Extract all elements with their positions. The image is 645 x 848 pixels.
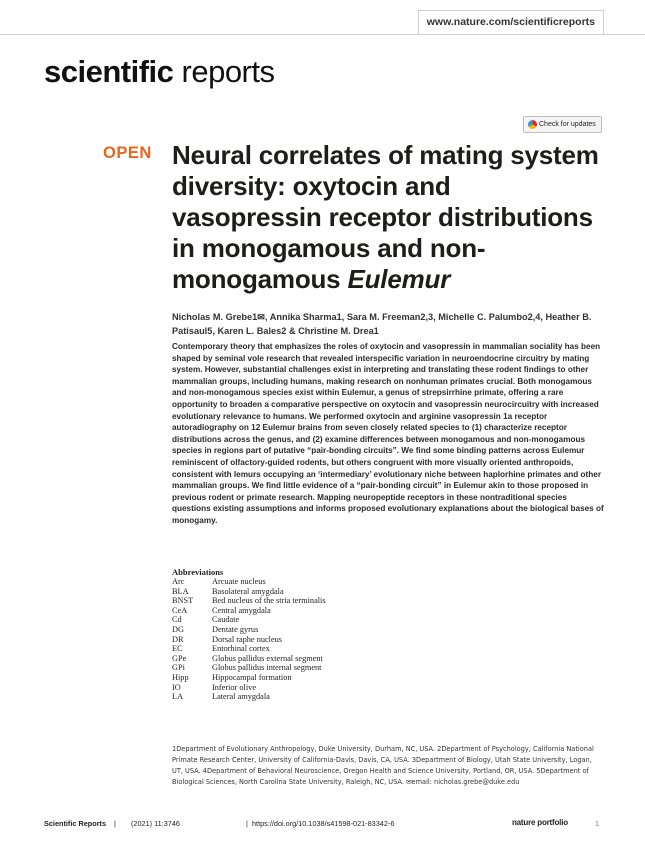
abbreviation-code: Hipp <box>172 672 189 682</box>
abbreviation-row <box>172 673 472 683</box>
abbreviation-term: Globus pallidus external segment <box>212 653 323 663</box>
abbreviation-term: Dorsal raphe nucleus <box>212 634 283 644</box>
footer-doi-link[interactable]: https://doi.org/10.1038/s41598-021-83342-6 <box>252 819 395 828</box>
author-list: Nicholas M. Grebe1✉, Annika Sharma1, Sara M. Freeman2,3, Michelle C. Palumbo2,4, Heather B. Patisaul5, Karen L. Bales2 & Christine M. Drea1 <box>172 312 592 336</box>
abbreviation-term: Basolateral amygdala <box>212 586 284 596</box>
page-footer <box>44 819 604 831</box>
abbreviation-term: Central amygdala <box>212 605 271 615</box>
abbreviation-code: Arc <box>172 577 185 586</box>
abbreviation-code: LA <box>172 692 184 702</box>
abbreviation-term: Hippocampal formation <box>212 672 292 682</box>
abbreviation-row <box>172 654 472 664</box>
abbreviation-term: Globus pallidus internal segment <box>212 663 322 673</box>
abbreviation-term: Entorhinal cortex <box>212 644 270 654</box>
abbreviation-row <box>172 635 472 645</box>
abbreviation-row <box>172 692 472 702</box>
abbreviation-code: BNST <box>172 596 194 606</box>
abbreviation-row <box>172 683 472 693</box>
abbreviation-row <box>172 596 472 606</box>
abbreviation-row <box>172 587 472 597</box>
abbreviation-term: Lateral amygdala <box>212 692 270 702</box>
abbreviation-code: DG <box>172 624 184 634</box>
journal-url-link[interactable]: www.nature.com/scientificreports <box>418 10 604 34</box>
crossmark-icon <box>528 120 537 129</box>
abbreviation-row <box>172 606 472 616</box>
abbreviation-term: Caudate <box>212 615 240 625</box>
footer-citation: (2021) 11:3746 <box>131 819 180 828</box>
abbreviation-code: EC <box>172 644 183 654</box>
abbreviation-row <box>172 644 472 654</box>
publisher-logo: nature portfolio <box>512 818 568 827</box>
abbreviation-code: IO <box>172 682 181 692</box>
article-title <box>172 140 602 295</box>
author-affiliations: 1Department of Evolutionary Anthropology, Duke University, Durham, NC, USA. 2Department of Psychology, California National Primate Research Center, University of California-Davis, Davis, CA, USA. 3Department of Biology, Utah State University, Logan, UT, USA. 4Department of Behavioral Neuroscience, Oregon Health and Science University, Portland, OR, USA. 5Department of Biological Sciences, North Carolina State University, Raleigh, NC, USA. ✉email: nicholas.grebe@duke.edu <box>172 745 594 786</box>
abbreviation-row <box>172 663 472 673</box>
abbreviation-code: GPi <box>172 663 185 673</box>
open-access-badge: OPEN <box>103 144 152 162</box>
abbreviation-code: GPe <box>172 653 187 663</box>
abbreviation-code: DR <box>172 634 184 644</box>
check-for-updates-label: Check for updates <box>539 121 596 128</box>
page-number: 1 <box>595 819 600 828</box>
footer-separator: | <box>114 819 116 828</box>
logo-regular-text: reports <box>181 54 275 89</box>
title-main: Neural correlates of mating system diversity: oxytocin and vasopressin receptor distributions in monogamous and non-monogamous <box>172 140 599 294</box>
abbreviation-term: Bed nucleus of the stria terminalis <box>212 596 326 606</box>
abbreviation-term: Inferior olive <box>212 682 257 692</box>
top-bar-divider <box>0 34 645 35</box>
journal-logo[interactable] <box>44 54 275 90</box>
abbreviation-row <box>172 577 472 587</box>
abbreviation-term: Dentate gyrus <box>212 624 259 634</box>
abbreviations-list <box>172 577 472 702</box>
check-for-updates-button[interactable] <box>523 116 602 133</box>
footer-journal-name: Scientific Reports <box>44 819 107 828</box>
top-bar <box>0 0 645 40</box>
abstract: Contemporary theory that emphasizes the roles of oxytocin and vasopressin in mammalian sociality has been shaped by seminal vole research that revealed interspecific variation in neuroendocrine circuitry by mating system. However, substantial challenges exist in interpreting and translating these rodent findings to other mammalian groups, including humans, making research on nonhuman primates crucial. Both monogamous and non-monogamous species exist within Eulemur, a genus of strepsirrhine primate, offering a rare opportunity to broaden a comparative perspective on oxytocin and vasopressin neurocircuitry with increased evolutionary relevance to humans. We performed oxytocin and arginine vasopressin 1a receptor autoradiography on 12 Eulemur brains from seven closely related species to (1) characterize receptor distributions across the genus, and (2) examine differences between monogamous and non-monogamous species in regions part of putative “pair-bonding circuits”. We find some binding patterns across Eulemur reminiscent of olfactory-guided rodents, but others congruent with more visually oriented anthropoids, consistent with lemurs occupying an ‘intermediary’ evolutionary niche between haplorhine primates and other mammalian groups. We find little evidence of a “pair-bonding circuit” in Eulemur akin to those proposed in previous rodent or primate research. Mapping neuropeptide receptors in these nontraditional species questions existing assumptions and informs proposed evolutionary explanations about the biological bases of monogamy. <box>172 342 604 525</box>
abbreviation-code: CeA <box>172 605 188 615</box>
abbreviation-row <box>172 625 472 635</box>
abbreviations-heading: Abbreviations <box>172 567 224 577</box>
footer-separator: | <box>246 819 248 828</box>
abbreviation-code: Cd <box>172 615 182 625</box>
abbreviation-row <box>172 615 472 625</box>
title-genus: Eulemur <box>347 264 451 294</box>
logo-bold-text: scientific <box>44 54 174 89</box>
abbreviation-code: BLA <box>172 586 189 596</box>
abbreviation-term: Arcuate nucleus <box>212 577 266 586</box>
